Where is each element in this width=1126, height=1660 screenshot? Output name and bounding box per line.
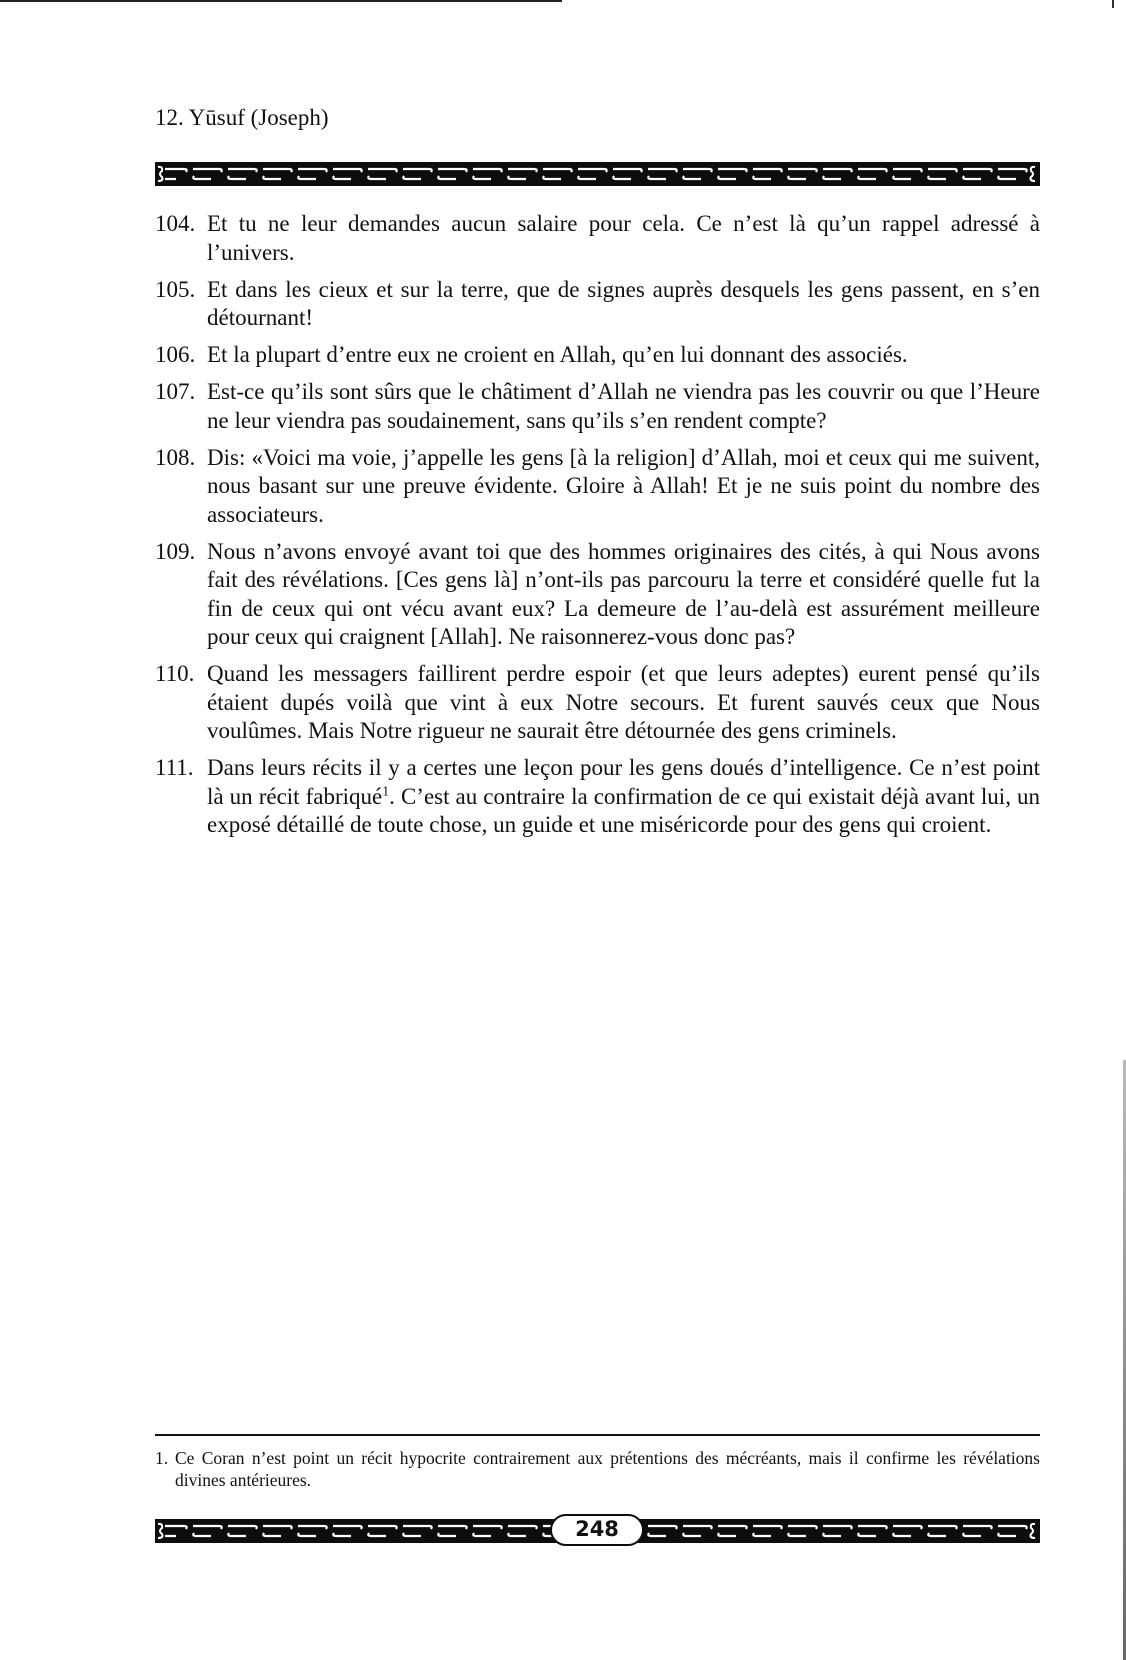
verse-number: 111. <box>155 755 194 780</box>
verse-number: 106. <box>155 342 196 367</box>
verse-111 <box>155 754 1040 840</box>
verse-text: Nous n’avons envoyé avant toi que des hommes originaires des cités, à qui Nous avons fait des révélations. [Ces gens là] n’ont-ils pas parcouru la terre et considéré quelle fut la fin de ceux qui ont vécu avant eux? La demeure de l’au-delà est assurément meilleure pour ceux qui craignent [Allah]. Ne raisonnerez-vous donc pas? <box>207 538 1040 649</box>
footnote <box>155 1447 1040 1491</box>
verse-number: 108. <box>155 444 196 470</box>
footnote-text: Ce Coran n’est point un récit hypocrite contrairement aux prétentions des mécréants, mais il confirme les révélations divines antérieures. <box>175 1448 1040 1490</box>
verse-number: 107. <box>155 379 196 404</box>
verse-text: Et la plupart d’entre eux ne croient en Allah, qu’en lui donnant des associés. <box>207 342 908 367</box>
verse-text: Est-ce qu’ils sont sûrs que le châtiment d’Allah ne viendra pas les couvrir ou que l’Heure ne leur viendra pas soudainement, sans qu’ils s’en rendent compte? <box>207 379 1040 433</box>
verse-110 <box>155 660 1040 746</box>
verse-104 <box>155 210 1040 267</box>
page-number: 248 <box>550 1514 644 1546</box>
footnote-reference[interactable]: 1 <box>382 783 390 799</box>
verse-text: Quand les messagers faillirent perdre espoir (et que leurs adeptes) eurent pensé qu’ils étaient dupés voilà que vint à eux Notre secours. Et furent sauvés ceux que Nous voulûmes. Mais Notre rigueur ne saurait être détournée des gens criminels. <box>207 661 1040 743</box>
verse-107 <box>155 378 1040 435</box>
verse-106 <box>155 341 1040 370</box>
verse-text: Dis: «Voici ma voie, j’appelle les gens [à la religion] d’Allah, moi et ceux qui me suivent, nous basant sur une preuve évidente. Gloire à Allah! Et je ne suis point du nombre des associateurs. <box>207 444 1040 527</box>
verse-text <box>207 754 1040 840</box>
verse-number: 110. <box>155 661 195 686</box>
chain-ornament-icon <box>155 162 1040 186</box>
verse-number: 109. <box>155 538 196 564</box>
verse-list <box>155 210 1040 848</box>
verse-text-part: . C’est au contraire la confirmation de ce qui existait déjà avant lui, un exposé détaillé de toute chose, un guide et une miséricorde pour des gens qui croient. <box>207 783 1040 837</box>
top-edge-rule <box>0 0 562 2</box>
verse-text-part: Dans leurs récits il y a certes une leçon pour les gens doués d’intelligence. Ce n’est point là un récit fabriqué <box>207 755 1040 809</box>
verse-number: 105. <box>155 276 196 302</box>
verse-number: 104. <box>155 211 196 236</box>
verse-105 <box>155 276 1040 333</box>
verse-109 <box>155 538 1040 652</box>
footnote-number: 1. <box>155 1448 169 1468</box>
footnote-divider <box>155 1434 1040 1436</box>
verse-text: Et dans les cieux et sur la terre, que de signes auprès desquels les gens passent, en s’en détournant! <box>207 276 1040 330</box>
chapter-title: 12. Yūsuf (Joseph) <box>155 105 329 130</box>
verse-108 <box>155 444 1040 530</box>
verse-text: Et tu ne leur demandes aucun salaire pour cela. Ce n’est là qu’un rappel adressé à l’univers. <box>207 211 1040 265</box>
corner-tick-mark <box>1112 0 1114 8</box>
top-ornamental-band <box>155 162 1040 186</box>
